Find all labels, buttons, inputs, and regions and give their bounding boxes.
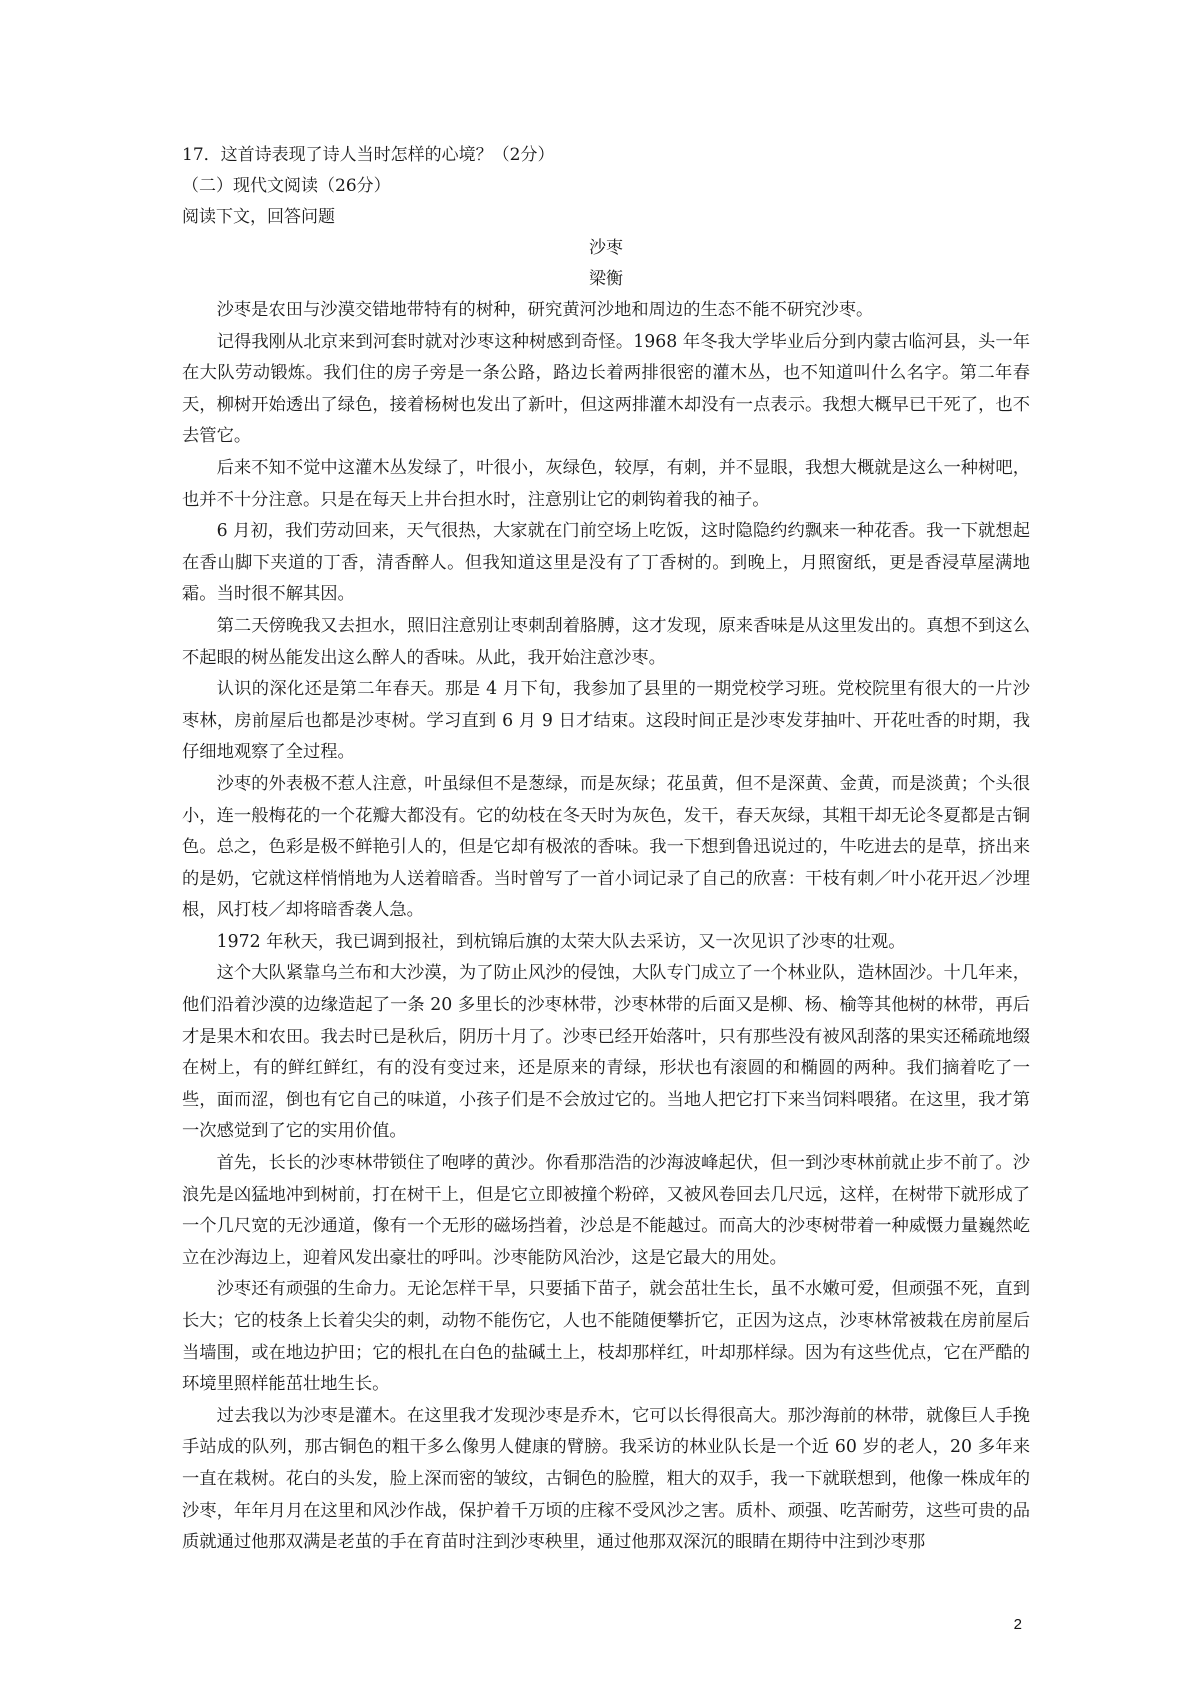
paragraph: 这个大队紧靠乌兰布和大沙漠，为了防止风沙的侵蚀，大队专门成立了一个林业队，造林固沙。十几年来，他们沿着沙漠的边缘造起了一条 20 多里长的沙枣林带，沙枣林带的后面又是柳、杨、榆等其他树的林带，再后才是果木和农田。我去时已是秋后，阴历十月了。沙枣已经开始落叶，只有那些没有被风刮落的果实还稀疏地缀在树上，有的鲜红鲜红，有的没有变过来，还是原来的青绿，形状也有滚圆的和椭圆的两种。我们摘着吃了一些，面而涩，倒也有它自己的味道，小孩子们是不会放过它的。当地人把它打下来当饲料喂猪。在这里，我才第一次感觉到了它的实用价值。 — [182, 963, 1030, 1142]
document-page — [182, 140, 1030, 1559]
page-number: 2 — [1013, 1616, 1022, 1633]
paragraph: 记得我刚从北京来到河套时就对沙枣这种树感到奇怪。1968 年冬我大学毕业后分到内蒙古临河县，头一年在大队劳动锻炼。我们住的房子旁是一条公路，路边长着两排很密的灌木丛，也不知道叫什么名字。第二年春天，柳树开始透出了绿色，接着杨树也发出了新叶，但这两排灌木却没有一点表示。我想大概早已干死了，也不去管它。 — [182, 331, 1030, 447]
reading-instruction: 阅读下文，回答问题 — [182, 207, 335, 227]
paragraph: 沙枣是农田与沙漠交错地带特有的树种，研究黄河沙地和周边的生态不能不研究沙枣。 — [216, 300, 874, 320]
paragraph: 6 月初，我们劳动回来，天气很热，大家就在门前空场上吃饭，这时隐隐约约飘来一种花香。我一下就想起在香山脚下夹道的丁香，清香醉人。但我知道这里是没有了丁香树的。到晚上，月照窗纸，更是香浸草屋满地霜。当时很不解其因。 — [182, 521, 1030, 605]
article-title: 沙枣 — [589, 238, 623, 258]
section-heading: （二）现代文阅读（26分） — [182, 176, 391, 196]
article-author: 梁衡 — [589, 269, 623, 289]
paragraph: 后来不知不觉中这灌木丛发绿了，叶很小，灰绿色，较厚，有刺，并不显眼，我想大概就是这么一种树吧，也并不十分注意。只是在每天上井台担水时，注意别让它的刺钩着我的袖子。 — [182, 457, 1030, 510]
paragraph: 第二天傍晚我又去担水，照旧注意别让枣刺刮着胳膊，这才发现，原来香味是从这里发出的。真想不到这么不起眼的树丛能发出这么醉人的香味。从此，我开始注意沙枣。 — [182, 615, 1030, 668]
paragraph: 沙枣的外表极不惹人注意，叶虽绿但不是葱绿，而是灰绿；花虽黄，但不是深黄、金黄，而是淡黄；个头很小，连一般梅花的一个花瓣大都没有。它的幼枝在冬天时为灰色，发干，春天灰绿，其粗干却无论冬夏都是古铜色。总之，色彩是极不鲜艳引人的，但是它却有极浓的香味。我一下想到鲁迅说过的，牛吃进去的是草，挤出来的是奶，它就这样悄悄地为人送着暗香。当时曾写了一首小词记录了自己的欣喜：干枝有刺／叶小花开迟／沙埋根，风打枝／却将暗香袭人急。 — [182, 773, 1030, 921]
paragraph: 首先，长长的沙枣林带锁住了咆哮的黄沙。你看那浩浩的沙海波峰起伏，但一到沙枣林前就止步不前了。沙浪先是凶猛地冲到树前，打在树干上，但是它立即被撞个粉碎，又被风卷回去几尺远，这样，在树带下就形成了一个几尺宽的无沙通道，像有一个无形的磁场挡着，沙总是不能越过。而高大的沙枣树带着一种威慑力量巍然屹立在沙海边上，迎着风发出豪壮的呼叫。沙枣能防风治沙，这是它最大的用处。 — [182, 1153, 1030, 1268]
paragraph: 1972 年秋天，我已调到报社，到杭锦后旗的太荣大队去采访，又一次见识了沙枣的壮观。 — [216, 931, 906, 952]
article-body — [182, 295, 1030, 1559]
paragraph: 认识的深化还是第二年春天。那是 4 月下旬，我参加了县里的一期党校学习班。党校院里有很大的一片沙枣林，房前屋后也都是沙枣树。学习直到 6 月 9 日才结束。这段时间正是沙枣发芽抽叶、开花吐香的时期，我仔细地观察了全过程。 — [182, 679, 1030, 763]
paragraph: 沙枣还有顽强的生命力。无论怎样干旱，只要插下苗子，就会茁壮生长，虽不水嫩可爱，但顽强不死，直到长大；它的枝条上长着尖尖的刺，动物不能伤它，人也不能随便攀折它，正因为这点，沙枣林常被栽在房前屋后当墙围，或在地边护田；它的根扎在白色的盐碱土上，枝却那样红，叶却那样绿。因为有这些优点，它在严酷的环境里照样能茁壮地生长。 — [182, 1279, 1030, 1395]
paragraph: 过去我以为沙枣是灌木。在这里我才发现沙枣是乔木，它可以长得很高大。那沙海前的林带，就像巨人手挽手站成的队列，那古铜色的粗干多么像男人健康的臂膀。我采访的林业队长是一个近 60 岁的老人，20 多年来一直在栽树。花白的头发，脸上深而密的皱纹，古铜色的脸膛，粗大的双手，我一下就联想到，他像一株成年的沙枣，年年月月在这里和风沙作战，保护着千万顷的庄稼不受风沙之害。质朴、顽强、吃苦耐劳，这些可贵的品质就通过他那双满是老茧的手在育苗时注到沙枣秧里，通过他那双深沉的眼睛在期待中注到沙枣那 — [182, 1405, 1030, 1553]
question-17: 17．这首诗表现了诗人当时怎样的心境？（2分） — [182, 145, 555, 165]
